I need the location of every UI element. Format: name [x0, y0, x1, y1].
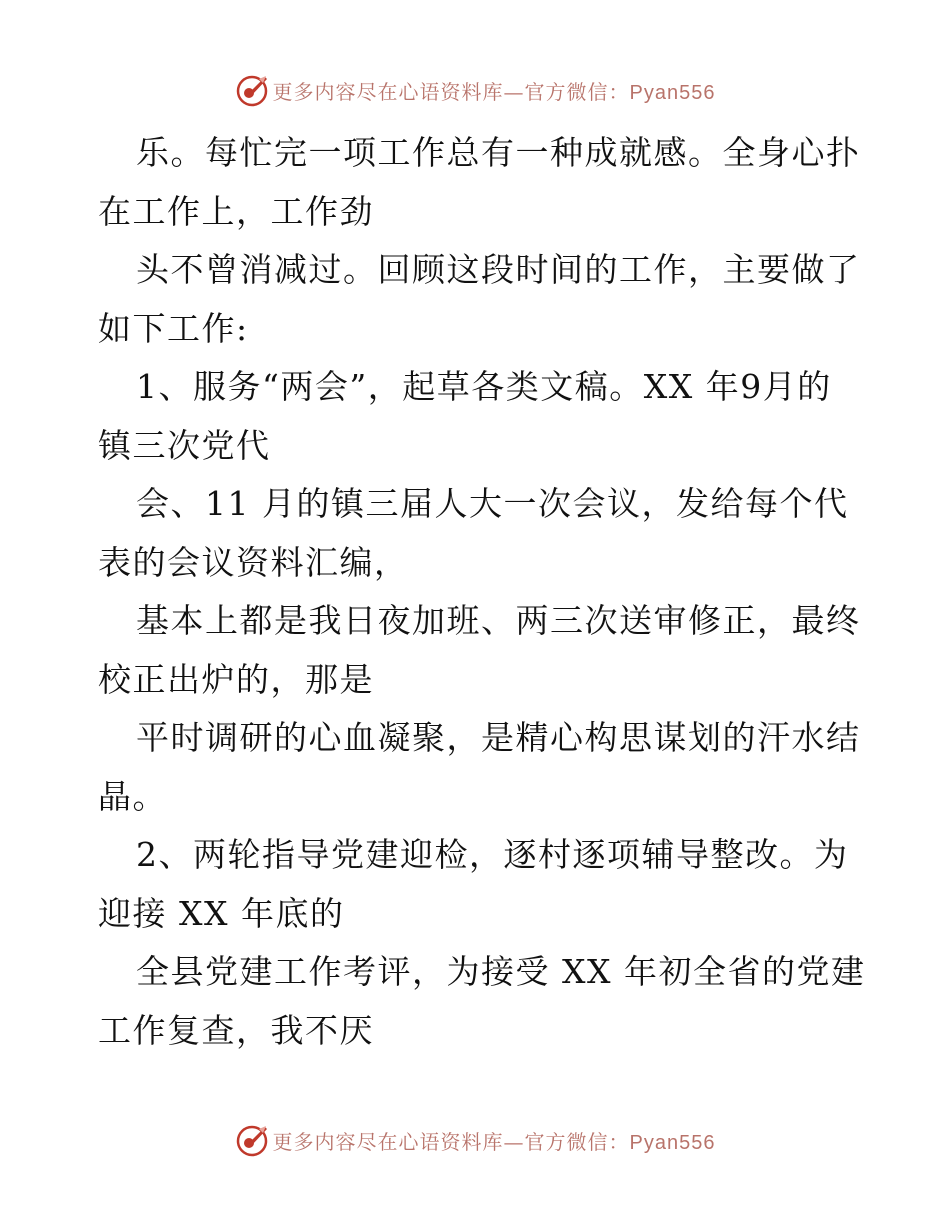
footer-banner-text	[273, 1126, 716, 1155]
body-line: 会、11 月的镇三届人大一次会议，发给每个代	[136, 484, 849, 523]
body-line: 如下工作:	[98, 308, 249, 348]
footer-banner-separator: —	[503, 1129, 525, 1154]
body-line: 乐。每忙完一项工作总有一种成就感。全身心扑	[136, 133, 861, 172]
footer-banner-title: 更多内容尽在心语资料库	[272, 1129, 504, 1154]
document-body	[98, 124, 866, 1060]
body-line: 校正出炉的，那是	[98, 659, 374, 699]
header-banner-text	[273, 76, 716, 105]
body-line: 镇三次党代	[98, 425, 271, 465]
header-banner-separator: —	[503, 79, 525, 104]
footer-banner-wechat-label: 官方微信：	[524, 1129, 630, 1154]
body-line: 头不曾消减过。回顾这段时间的工作，主要做了	[136, 250, 861, 289]
quill-pen-logo-icon	[235, 1123, 269, 1157]
body-line: 2、两轮指导党建迎检，逐村逐项辅导整改。为	[136, 835, 849, 874]
body-line: 平时调研的心血凝聚，是精心构思谋划的汗水结	[136, 718, 861, 757]
body-line: 全县党建工作考评，为接受 XX 年初全省的党建	[136, 952, 866, 991]
body-line: 迎接 XX 年底的	[98, 893, 345, 933]
body-line: 基本上都是我日夜加班、两三次送审修正，最终	[136, 601, 861, 640]
body-line: 晶。	[98, 776, 167, 816]
header-banner-wechat-label: 官方微信：	[524, 79, 630, 104]
body-line: 表的会议资料汇编，	[98, 542, 409, 582]
body-line: 在工作上，工作劲	[98, 191, 374, 231]
body-line: 1、服务“两会”，起草各类文稿。XX 年9月的	[136, 367, 832, 406]
body-line: 工作复查，我不厌	[98, 1010, 374, 1050]
header-banner	[0, 70, 950, 110]
footer-banner-wechat-id: Pyan556	[629, 1131, 716, 1154]
header-banner-title: 更多内容尽在心语资料库	[272, 79, 504, 104]
header-banner-wechat-id: Pyan556	[629, 81, 716, 104]
quill-pen-logo-icon	[235, 73, 269, 107]
footer-banner	[0, 1120, 950, 1160]
